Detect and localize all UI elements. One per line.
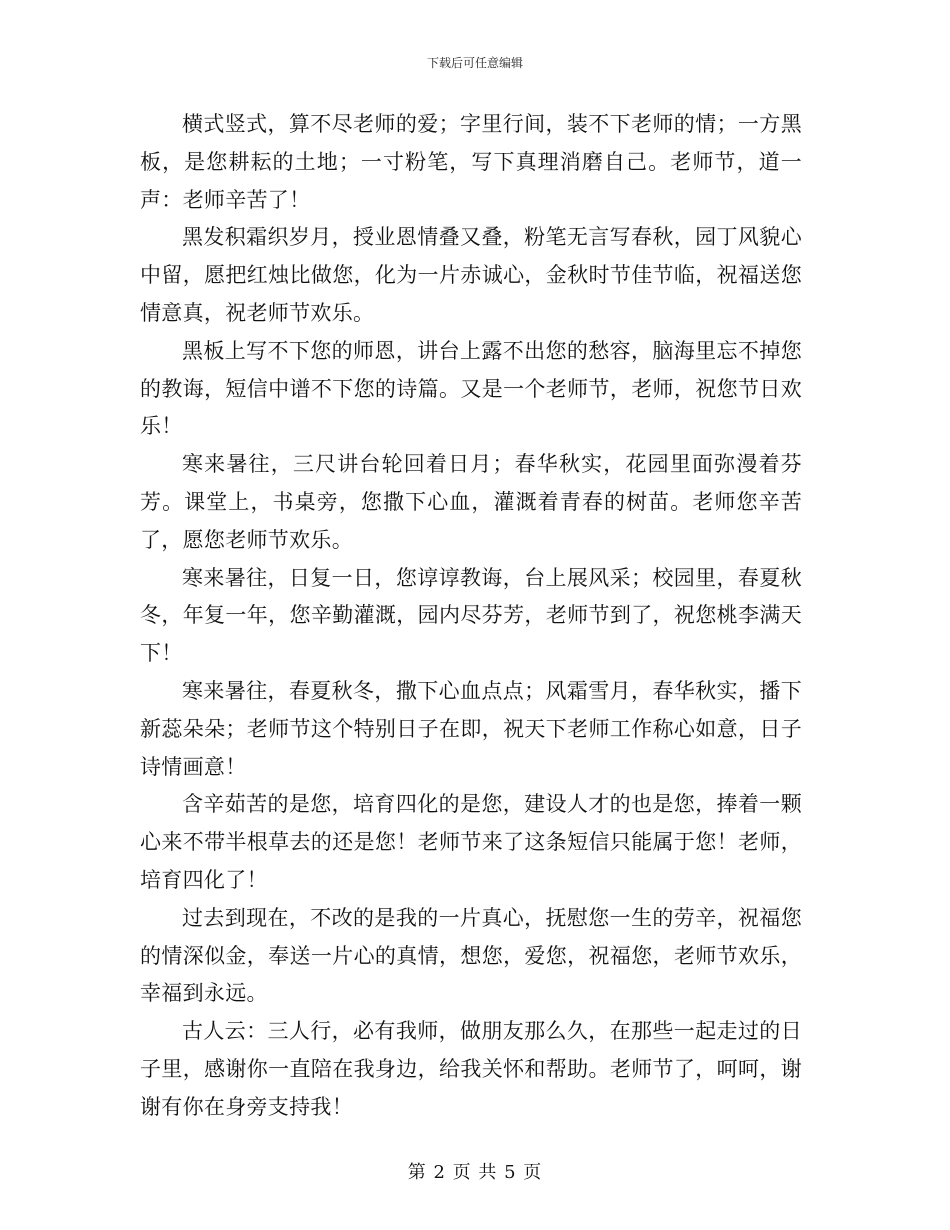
paragraph: 古人云：三人行，必有我师，做朋友那么久，在那些一起走过的日子里，感谢你一直陪在我身边，给我关怀和帮助。老师节了，呵呵，谢谢有你在身旁支持我！ xyxy=(140,1019,802,1119)
page-number-footer: 第 2 页 共 5 页 xyxy=(407,1162,543,1183)
paragraph: 含辛茹苦的是您，培育四化的是您，建设人才的也是您，捧着一颗心来不带半根草去的还是您！老师节来了这条短信只能属于您！老师，培育四化了！ xyxy=(140,792,802,892)
paragraph: 横式竖式，算不尽老师的爱；字里行间，装不下老师的情；一方黑板，是您耕耘的土地；一寸粉笔，写下真理消磨自己。老师节，道一声：老师辛苦了！ xyxy=(140,112,802,212)
paragraph: 黑发积霜织岁月，授业恩情叠又叠，粉笔无言写春秋，园丁风貌心中留，愿把红烛比做您，化为一片赤诚心，金秋时节佳节临，祝福送您情意真，祝老师节欢乐。 xyxy=(140,225,802,325)
paragraph: 寒来暑往，春夏秋冬，撒下心血点点；风霜雪月，春华秋实，播下新蕊朵朵；老师节这个特别日子在即，祝天下老师工作称心如意，日子诗情画意！ xyxy=(140,678,802,779)
paragraph: 寒来暑往，日复一日，您谆谆教诲，台上展风采；校园里，春夏秋冬，年复一年，您辛勤灌溉，园内尽芬芳，老师节到了，祝您桃李满天下！ xyxy=(140,565,802,666)
paragraph: 黑板上写不下您的师恩，讲台上露不出您的愁容，脑海里忘不掉您的教诲，短信中谱不下您的诗篇。又是一个老师节，老师，祝您节日欢乐！ xyxy=(140,338,802,439)
paragraph: 过去到现在，不改的是我的一片真心，抚慰您一生的劳辛，祝福您的情深似金，奉送一片心的真情，想您，爱您，祝福您，老师节欢乐，幸福到永远。 xyxy=(140,905,802,1006)
page-header: 下载后可任意编辑 xyxy=(426,56,523,70)
paragraph: 寒来暑往，三尺讲台轮回着日月；春华秋实，花园里面弥漫着芬芳。课堂上，书桌旁，您撒下心血，灌溉着青春的树苗。老师您辛苦了，愿您老师节欢乐。 xyxy=(140,452,802,552)
document-body xyxy=(140,106,802,1127)
